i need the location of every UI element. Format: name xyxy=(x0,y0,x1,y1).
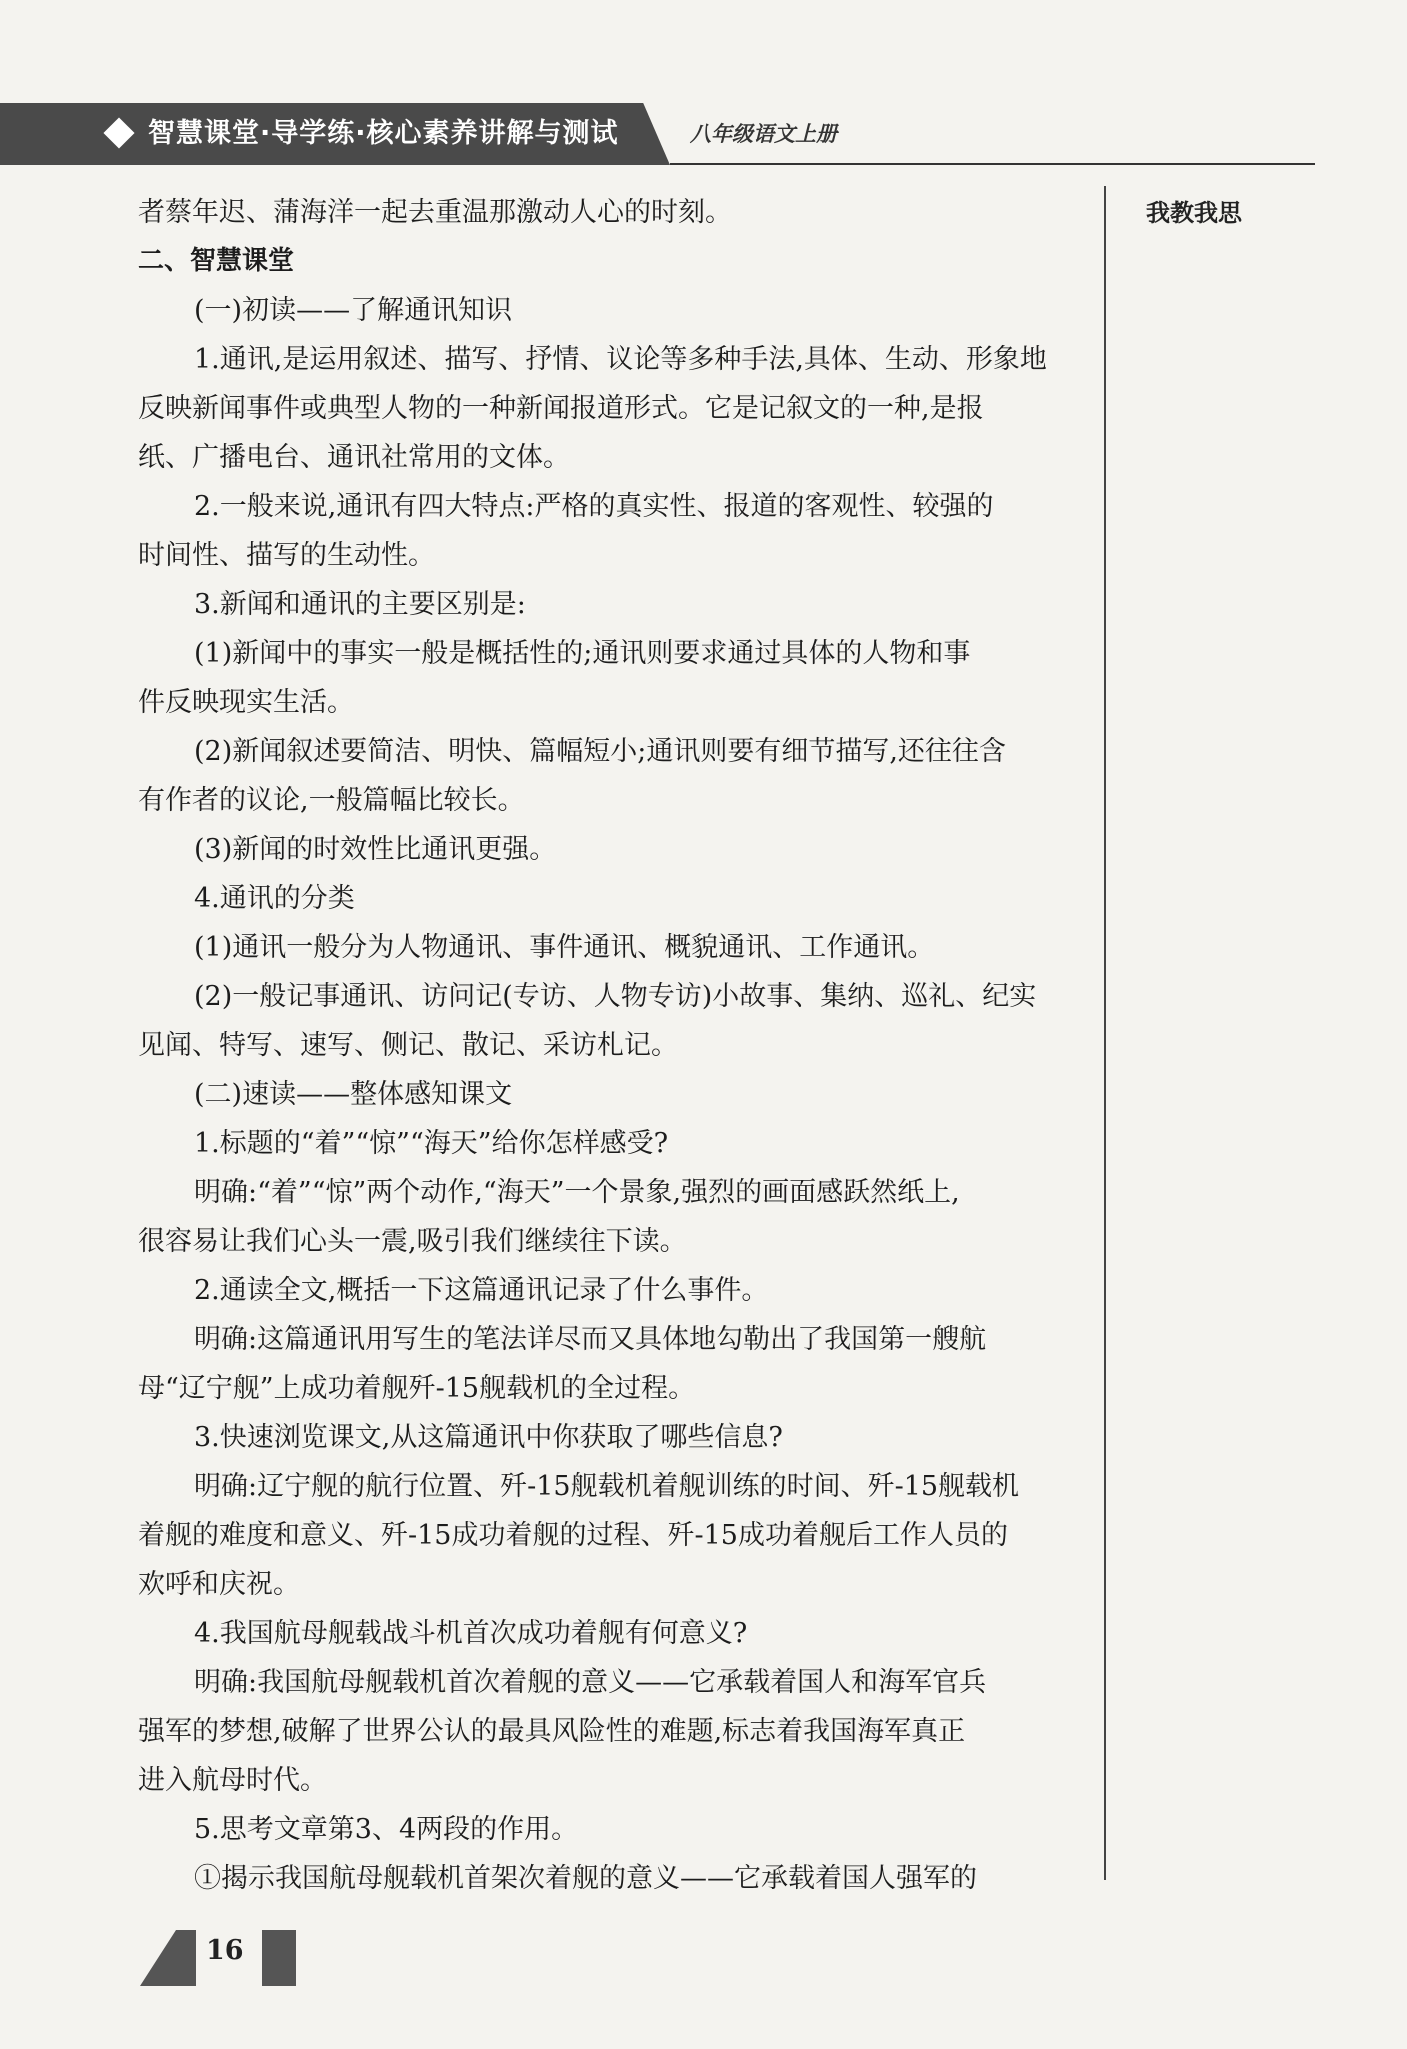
text-line: (3)新闻的时效性比通讯更强。 xyxy=(194,834,557,865)
text-line: 4.通讯的分类 xyxy=(194,883,355,914)
margin-divider xyxy=(1104,186,1106,1880)
text-line: 着舰的难度和意义、歼-15成功着舰的过程、歼-15成功着舰后工作人员的 xyxy=(138,1520,1008,1551)
text-line: 见闻、特写、速写、侧记、散记、采访札记。 xyxy=(138,1030,678,1061)
text-line: 者蔡年迟、蒲海洋一起去重温那激动人心的时刻。 xyxy=(138,197,732,228)
text-line: 2.通读全文,概括一下这篇通讯记录了什么事件。 xyxy=(194,1275,769,1306)
section-heading: 二、智慧课堂 xyxy=(138,246,295,276)
book-volume-title: 八年级语文上册 xyxy=(690,122,837,146)
text-line: ①揭示我国航母舰载机首架次着舰的意义——它承载着国人强军的 xyxy=(194,1863,977,1894)
footer-bar xyxy=(176,1930,196,1986)
text-line: 件反映现实生活。 xyxy=(138,687,354,718)
text-line: 5.思考文章第3、4两段的作用。 xyxy=(194,1814,579,1845)
text-line: 明确:我国航母舰载机首次着舰的意义——它承载着国人和海军官兵 xyxy=(194,1667,987,1698)
text-line: 2.一般来说,通讯有四大特点:严格的真实性、报道的客观性、较强的 xyxy=(194,491,994,522)
text-line: 3.新闻和通讯的主要区别是: xyxy=(194,589,526,620)
text-line: (二)速读——整体感知课文 xyxy=(194,1079,513,1110)
text-line: 明确:这篇通讯用写生的笔法详尽而又具体地勾勒出了我国第一艘航 xyxy=(194,1324,987,1355)
text-line: 3.快速浏览课文,从这篇通讯中你获取了哪些信息? xyxy=(194,1422,783,1453)
margin-notes-title: 我教我思 xyxy=(1146,199,1242,227)
text-line: 很容易让我们心头一震,吸引我们继续往下读。 xyxy=(138,1226,687,1257)
text-line: (1)新闻中的事实一般是概括性的;通讯则要求通过具体的人物和事 xyxy=(194,638,971,669)
text-line: 纸、广播电台、通讯社常用的文体。 xyxy=(138,442,570,473)
text-line: (一)初读——了解通讯知识 xyxy=(194,295,513,326)
text-line: 欢呼和庆祝。 xyxy=(138,1569,300,1600)
footer-block xyxy=(262,1930,296,1986)
text-line: 时间性、描写的生动性。 xyxy=(138,540,435,571)
page-number: 16 xyxy=(206,1935,244,1966)
text-line: 明确:“着”“惊”两个动作,“海天”一个景象,强烈的画面感跃然纸上, xyxy=(194,1177,960,1208)
text-line: 1.通讯,是运用叙述、描写、抒情、议论等多种手法,具体、生动、形象地 xyxy=(194,344,1047,375)
main-text xyxy=(138,188,1098,1903)
text-line: (1)通讯一般分为人物通讯、事件通讯、概貌通讯、工作通讯。 xyxy=(194,932,935,963)
text-line: 进入航母时代。 xyxy=(138,1765,327,1796)
text-line: (2)新闻叙述要简洁、明快、篇幅短小;通讯则要有细节描写,还往往含 xyxy=(194,736,1006,767)
text-line: 明确:辽宁舰的航行位置、歼-15舰载机着舰训练的时间、歼-15舰载机 xyxy=(194,1471,1020,1502)
text-line: 母“辽宁舰”上成功着舰歼-15舰载机的全过程。 xyxy=(138,1373,696,1404)
text-line: 强军的梦想,破解了世界公认的最具风险性的难题,标志着我国海军真正 xyxy=(138,1716,966,1747)
text-line: 反映新闻事件或典型人物的一种新闻报道形式。它是记叙文的一种,是报 xyxy=(138,393,984,424)
text-line: 4.我国航母舰载战斗机首次成功着舰有何意义? xyxy=(194,1618,748,1649)
text-line: 1.标题的“着”“惊”“海天”给你怎样感受? xyxy=(194,1128,669,1159)
footer-triangle xyxy=(140,1930,176,1986)
text-line: 有作者的议论,一般篇幅比较长。 xyxy=(138,785,525,816)
book-series-title: 智慧课堂·导学练·核心素养讲解与测试 xyxy=(148,118,619,149)
header-rule xyxy=(670,163,1315,165)
text-line: (2)一般记事通讯、访问记(专访、人物专访)小故事、集纳、巡礼、纪实 xyxy=(194,981,1037,1012)
